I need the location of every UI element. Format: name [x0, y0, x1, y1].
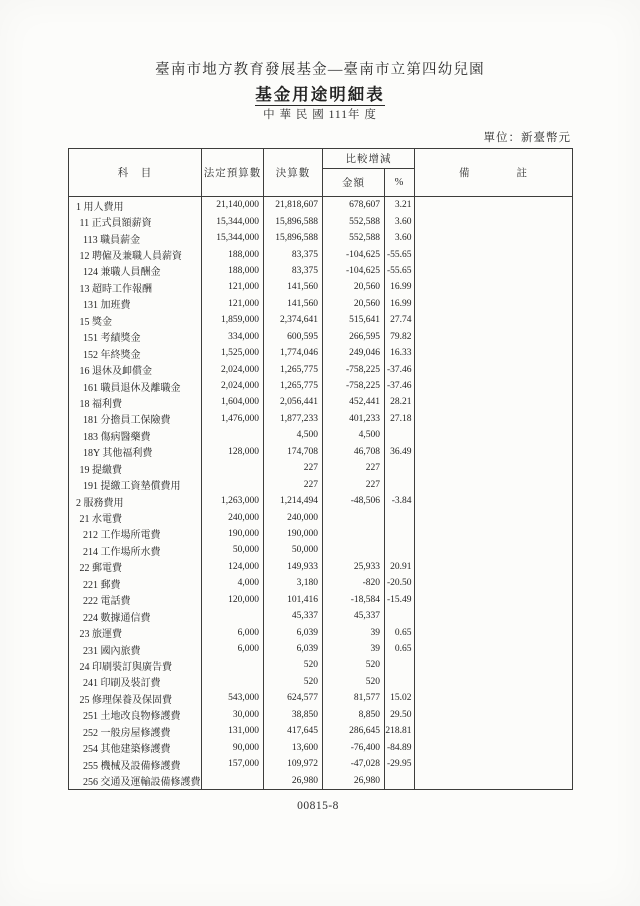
budget-value: 157,000: [202, 756, 264, 772]
table-row: [69, 526, 572, 542]
final-value: 1,265,775: [264, 378, 323, 394]
table-row: [69, 460, 572, 476]
change-percent: 218.81: [385, 723, 415, 739]
change-amount: 20,560: [323, 279, 385, 295]
account-label: 256 交通及運輸設備修護費: [69, 772, 202, 788]
budget-value: 121,000: [202, 296, 264, 312]
budget-value: 188,000: [202, 246, 264, 262]
table-row: [69, 575, 572, 591]
change-amount: -47,028: [323, 756, 385, 772]
table-row: [69, 657, 572, 673]
final-value: 600,595: [264, 329, 323, 345]
budget-value: 6,000: [202, 624, 264, 640]
final-value: 15,896,588: [264, 213, 323, 229]
account-label: 113 職員薪金: [69, 230, 202, 246]
change-amount: 39: [323, 624, 385, 640]
final-value: 417,645: [264, 723, 323, 739]
account-label: 13 超時工作報酬: [69, 279, 202, 295]
final-value: 50,000: [264, 542, 323, 558]
remark-cell: [415, 279, 572, 295]
account-label: 18 福利費: [69, 394, 202, 410]
account-label: 18Y 其他福利費: [69, 444, 202, 460]
account-label: 151 考績獎金: [69, 329, 202, 345]
budget-value: 121,000: [202, 279, 264, 295]
remark-cell: [415, 476, 572, 492]
change-amount: [323, 542, 385, 558]
change-amount: 227: [323, 460, 385, 476]
account-label: 191 提繳工資墊償費用: [69, 476, 202, 492]
remark-cell: [415, 723, 572, 739]
final-value: 83,375: [264, 246, 323, 262]
remark-cell: [415, 624, 572, 640]
header-change-group: 比較增減: [323, 149, 415, 169]
change-percent: -37.46: [385, 378, 415, 394]
organization-title: 臺南市地方教育發展基金—臺南市立第四幼兒園: [155, 62, 485, 78]
change-percent: [385, 526, 415, 542]
remark-cell: [415, 345, 572, 361]
table-row: [69, 674, 572, 690]
account-label: 161 職員退休及離職金: [69, 378, 202, 394]
budget-value: 4,000: [202, 575, 264, 591]
change-percent: 3.60: [385, 230, 415, 246]
table-row: [69, 641, 572, 657]
change-amount: [323, 526, 385, 542]
budget-value: [202, 476, 264, 492]
change-percent: [385, 427, 415, 443]
budget-value: 2,024,000: [202, 378, 264, 394]
change-percent: 16.99: [385, 296, 415, 312]
budget-value: [202, 460, 264, 476]
account-label: 25 修理保養及保固費: [69, 690, 202, 706]
change-amount: 227: [323, 476, 385, 492]
budget-value: 128,000: [202, 444, 264, 460]
change-percent: [385, 772, 415, 788]
budget-value: 15,344,000: [202, 230, 264, 246]
table-row: [69, 427, 572, 443]
account-label: 251 土地改良物修護費: [69, 707, 202, 723]
remark-cell: [415, 526, 572, 542]
currency-unit-label: 單位：新臺幣元: [483, 132, 571, 144]
table-row: [69, 312, 572, 328]
change-amount: 46,708: [323, 444, 385, 460]
table-body: [69, 197, 572, 789]
budget-value: [202, 608, 264, 624]
change-percent: 3.21: [385, 197, 415, 213]
document-title: [0, 81, 640, 105]
change-amount: 266,595: [323, 329, 385, 345]
header-change-amount: 金額: [323, 169, 385, 196]
change-percent: 36.49: [385, 444, 415, 460]
table-row: [69, 690, 572, 706]
remark-cell: [415, 559, 572, 575]
change-percent: -84.89: [385, 739, 415, 755]
remark-cell: [415, 690, 572, 706]
header-account: 科 目: [69, 149, 202, 196]
budget-value: 188,000: [202, 263, 264, 279]
change-amount: -758,225: [323, 378, 385, 394]
account-label: 183 傷病醫藥費: [69, 427, 202, 443]
final-value: 2,374,641: [264, 312, 323, 328]
change-percent: [385, 657, 415, 673]
table-row: [69, 279, 572, 295]
budget-value: 15,344,000: [202, 213, 264, 229]
account-label: 212 工作場所電費: [69, 526, 202, 542]
budget-value: [202, 427, 264, 443]
header-final-accounts: 決算數: [264, 149, 323, 196]
budget-value: 1,859,000: [202, 312, 264, 328]
change-amount: 81,577: [323, 690, 385, 706]
account-label: 11 正式員額薪資: [69, 213, 202, 229]
budget-value: [202, 674, 264, 690]
final-value: 21,818,607: [264, 197, 323, 213]
change-amount: 26,980: [323, 772, 385, 788]
change-amount: 286,645: [323, 723, 385, 739]
remark-cell: [415, 246, 572, 262]
change-amount: 39: [323, 641, 385, 657]
account-label: 21 水電費: [69, 509, 202, 525]
remark-cell: [415, 575, 572, 591]
remark-cell: [415, 657, 572, 673]
budget-value: 90,000: [202, 739, 264, 755]
account-label: 22 郵電費: [69, 559, 202, 575]
budget-value: 1,525,000: [202, 345, 264, 361]
budget-value: 124,000: [202, 559, 264, 575]
remark-cell: [415, 493, 572, 509]
table-row: [69, 361, 572, 377]
table-row: [69, 378, 572, 394]
change-percent: 3.60: [385, 213, 415, 229]
account-label: 124 兼職人員酬金: [69, 263, 202, 279]
final-value: 227: [264, 460, 323, 476]
header-change-percent: %: [385, 169, 415, 196]
change-percent: -29.95: [385, 756, 415, 772]
table-header: [69, 149, 572, 197]
change-amount: -820: [323, 575, 385, 591]
change-percent: [385, 542, 415, 558]
account-label: 221 郵費: [69, 575, 202, 591]
table-row: [69, 476, 572, 492]
table-row: [69, 509, 572, 525]
change-percent: 16.99: [385, 279, 415, 295]
change-amount: 515,641: [323, 312, 385, 328]
change-amount: 552,588: [323, 230, 385, 246]
change-amount: -104,625: [323, 246, 385, 262]
table-row: [69, 246, 572, 262]
budget-value: 50,000: [202, 542, 264, 558]
table-row: [69, 592, 572, 608]
change-percent: 28.21: [385, 394, 415, 410]
final-value: 141,560: [264, 279, 323, 295]
table-row: [69, 624, 572, 640]
final-value: 624,577: [264, 690, 323, 706]
final-value: 15,896,588: [264, 230, 323, 246]
budget-value: 240,000: [202, 509, 264, 525]
budget-value: 1,604,000: [202, 394, 264, 410]
table-row: [69, 329, 572, 345]
page-code: 00815-8: [297, 800, 339, 812]
table-row: [69, 542, 572, 558]
remark-cell: [415, 444, 572, 460]
budget-value: [202, 772, 264, 788]
change-percent: [385, 608, 415, 624]
remark-cell: [415, 542, 572, 558]
final-value: 6,039: [264, 641, 323, 657]
remark-cell: [415, 739, 572, 755]
change-percent: 79.82: [385, 329, 415, 345]
final-value: 520: [264, 657, 323, 673]
table-row: [69, 772, 572, 788]
remark-cell: [415, 361, 572, 377]
change-amount: 452,441: [323, 394, 385, 410]
account-label: 255 機械及設備修護費: [69, 756, 202, 772]
change-percent: 20.91: [385, 559, 415, 575]
budget-value: 543,000: [202, 690, 264, 706]
account-label: 16 退休及卹償金: [69, 361, 202, 377]
change-percent: 15.02: [385, 690, 415, 706]
budget-value: 1,263,000: [202, 493, 264, 509]
table-row: [69, 739, 572, 755]
remark-cell: [415, 592, 572, 608]
account-label: 152 年終獎金: [69, 345, 202, 361]
change-percent: -20.50: [385, 575, 415, 591]
account-label: 214 工作場所水費: [69, 542, 202, 558]
remark-cell: [415, 394, 572, 410]
budget-value: 120,000: [202, 592, 264, 608]
account-label: 231 國內旅費: [69, 641, 202, 657]
change-percent: 27.18: [385, 411, 415, 427]
account-label: 131 加班費: [69, 296, 202, 312]
final-value: 101,416: [264, 592, 323, 608]
account-label: 19 提繳費: [69, 460, 202, 476]
final-value: 38,850: [264, 707, 323, 723]
document-title-text: 基金用途明細表: [255, 85, 385, 104]
change-percent: [385, 509, 415, 525]
change-amount: 25,933: [323, 559, 385, 575]
account-label: 12 聘僱及兼職人員薪資: [69, 246, 202, 262]
change-amount: 4,500: [323, 427, 385, 443]
budget-value: 2,024,000: [202, 361, 264, 377]
final-value: 1,877,233: [264, 411, 323, 427]
change-percent: 0.65: [385, 641, 415, 657]
account-label: 2 服務費用: [69, 493, 202, 509]
table-row: [69, 444, 572, 460]
final-value: 109,972: [264, 756, 323, 772]
remark-cell: [415, 213, 572, 229]
table-row: [69, 411, 572, 427]
change-amount: -48,506: [323, 493, 385, 509]
table-row: [69, 230, 572, 246]
remark-cell: [415, 230, 572, 246]
budget-value: 6,000: [202, 641, 264, 657]
table-row: [69, 345, 572, 361]
change-amount: 678,607: [323, 197, 385, 213]
budget-value: 334,000: [202, 329, 264, 345]
final-value: 45,337: [264, 608, 323, 624]
final-value: 83,375: [264, 263, 323, 279]
table-row: [69, 723, 572, 739]
account-label: 222 電話費: [69, 592, 202, 608]
budget-value: 1,476,000: [202, 411, 264, 427]
remark-cell: [415, 772, 572, 788]
table-row: [69, 707, 572, 723]
table-row: [69, 213, 572, 229]
remark-cell: [415, 296, 572, 312]
table-row: [69, 197, 572, 213]
change-percent: 27.74: [385, 312, 415, 328]
header-legal-budget: 法定預算數: [202, 149, 264, 196]
table-row: [69, 559, 572, 575]
remark-cell: [415, 197, 572, 213]
change-amount: -104,625: [323, 263, 385, 279]
change-percent: 29.50: [385, 707, 415, 723]
remark-cell: [415, 312, 572, 328]
change-amount: -76,400: [323, 739, 385, 755]
remark-cell: [415, 674, 572, 690]
remark-cell: [415, 707, 572, 723]
remark-cell: [415, 608, 572, 624]
budget-value: 131,000: [202, 723, 264, 739]
change-percent: 0.65: [385, 624, 415, 640]
change-amount: 552,588: [323, 213, 385, 229]
final-value: 26,980: [264, 772, 323, 788]
final-value: 141,560: [264, 296, 323, 312]
budget-value: 30,000: [202, 707, 264, 723]
final-value: 3,180: [264, 575, 323, 591]
change-amount: 8,850: [323, 707, 385, 723]
final-value: 2,056,441: [264, 394, 323, 410]
table-row: [69, 493, 572, 509]
final-value: 1,774,046: [264, 345, 323, 361]
account-label: 15 獎金: [69, 312, 202, 328]
account-label: 254 其他建築修護費: [69, 739, 202, 755]
final-value: 174,708: [264, 444, 323, 460]
remark-cell: [415, 427, 572, 443]
change-percent: -3.84: [385, 493, 415, 509]
budget-value: 21,140,000: [202, 197, 264, 213]
header-remark: 備 註: [459, 168, 528, 179]
change-amount: 401,233: [323, 411, 385, 427]
remark-cell: [415, 378, 572, 394]
change-amount: 20,560: [323, 296, 385, 312]
remark-cell: [415, 460, 572, 476]
change-amount: -18,584: [323, 592, 385, 608]
final-value: 227: [264, 476, 323, 492]
final-value: 4,500: [264, 427, 323, 443]
table-row: [69, 263, 572, 279]
change-amount: 45,337: [323, 608, 385, 624]
account-label: 181 分擔員工保險費: [69, 411, 202, 427]
final-value: 1,265,775: [264, 361, 323, 377]
account-label: 24 印刷裝訂與廣告費: [69, 657, 202, 673]
remark-cell: [415, 756, 572, 772]
remark-cell: [415, 411, 572, 427]
account-label: 241 印刷及裝訂費: [69, 674, 202, 690]
change-amount: 249,046: [323, 345, 385, 361]
account-label: 23 旅運費: [69, 624, 202, 640]
table-row: [69, 756, 572, 772]
change-percent: 16.33: [385, 345, 415, 361]
final-value: 520: [264, 674, 323, 690]
change-percent: -55.65: [385, 246, 415, 262]
account-label: 252 一般房屋修護費: [69, 723, 202, 739]
final-value: 1,214,494: [264, 493, 323, 509]
change-percent: -15.49: [385, 592, 415, 608]
final-value: 13,600: [264, 739, 323, 755]
change-percent: -55.65: [385, 263, 415, 279]
change-percent: [385, 460, 415, 476]
table-row: [69, 394, 572, 410]
final-value: 149,933: [264, 559, 323, 575]
change-amount: [323, 509, 385, 525]
account-label: 224 數據通信費: [69, 608, 202, 624]
final-value: 190,000: [264, 526, 323, 542]
table-row: [69, 608, 572, 624]
change-percent: [385, 476, 415, 492]
budget-value: [202, 657, 264, 673]
budget-detail-table: [68, 148, 573, 790]
remark-cell: [415, 329, 572, 345]
remark-cell: [415, 509, 572, 525]
budget-value: 190,000: [202, 526, 264, 542]
change-percent: -37.46: [385, 361, 415, 377]
change-amount: 520: [323, 657, 385, 673]
change-amount: -758,225: [323, 361, 385, 377]
final-value: 240,000: [264, 509, 323, 525]
fiscal-year-line: 中 華 民 國 111年 度: [263, 109, 377, 121]
account-label: 1 用人費用: [69, 197, 202, 213]
final-value: 6,039: [264, 624, 323, 640]
remark-cell: [415, 641, 572, 657]
table-row: [69, 296, 572, 312]
remark-cell: [415, 263, 572, 279]
change-percent: [385, 674, 415, 690]
change-amount: 520: [323, 674, 385, 690]
